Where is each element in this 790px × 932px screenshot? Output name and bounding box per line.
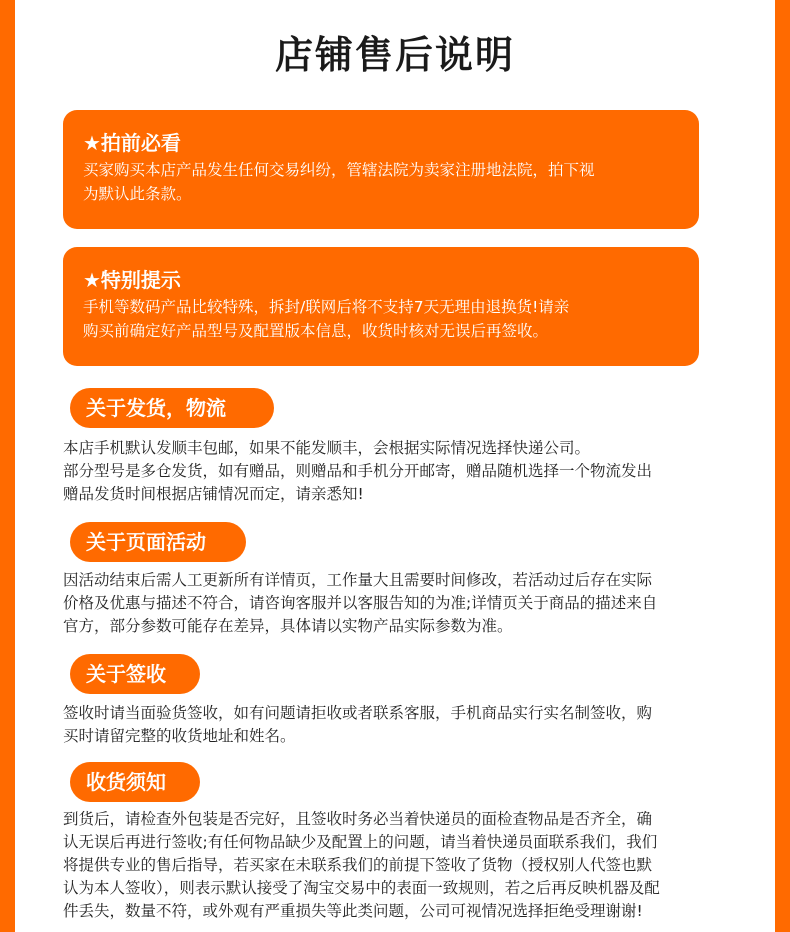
- notice-text: [83, 158, 679, 206]
- notice-before-purchase: [63, 110, 699, 229]
- section-body-signing: [63, 702, 713, 748]
- page-title: 店铺售后说明: [274, 33, 515, 77]
- section-label-receipt-notes: 收货须知: [70, 762, 200, 802]
- notice-line: 买家购买本店产品发生任何交易纠纷，管辖法院为卖家注册地法院，拍下视: [83, 161, 595, 179]
- section-body-page-activity: [63, 569, 713, 638]
- body-line: 本店手机默认发顺丰包邮，如果不能发顺丰，会根据实际情况选择快递公司。: [63, 439, 591, 457]
- notice-line: 为默认此条款。: [83, 185, 192, 203]
- section-body-shipping: [63, 437, 713, 506]
- notice-special-reminder: [63, 247, 699, 366]
- body-line: 签收时请当面验货签收，如有问题请拒收或者联系客服，手机商品实行实名制签收，购: [63, 704, 653, 722]
- body-line: 认为本人签收），则表示默认接受了淘宝交易中的表面一致规则，若之后再反映机器及配: [63, 879, 660, 897]
- body-line: 官方，部分参数可能存在差异，具体请以实物产品实际参数为准。: [63, 617, 513, 635]
- body-line: 到货后，请检查外包装是否完好，且签收时务必当着快递员的面检查物品是否齐全，确: [63, 810, 653, 828]
- body-line: 赠品发货时间根据店铺情况而定，请亲悉知!: [63, 485, 364, 503]
- section-label-signing: 关于签收: [70, 654, 200, 694]
- notice-line: 手机等数码产品比较特殊，拆封/联网后将不支持7天无理由退换货!请亲: [83, 298, 570, 316]
- body-line: 认无误后再进行签收;有任何物品缺少及配置上的问题，请当着快递员面联系我们，我们: [63, 833, 658, 851]
- section-label-page-activity: 关于页面活动: [70, 522, 246, 562]
- section-body-receipt-notes: [63, 808, 713, 923]
- notice-text: [83, 295, 679, 343]
- body-line: 因活动结束后需人工更新所有详情页，工作量大且需要时间修改，若活动过后存在实际: [63, 571, 653, 589]
- body-line: 价格及优惠与描述不符合，请咨询客服并以客服告知的为准;详情页关于商品的描述来自: [63, 594, 658, 612]
- notice-heading: ★特别提示: [83, 268, 181, 292]
- body-line: 件丢失，数量不符，或外观有严重损失等此类问题，公司可视情况选择拒绝受理谢谢!: [63, 902, 643, 920]
- body-line: 买时请留完整的收货地址和姓名。: [63, 727, 296, 745]
- notice-line: 购买前确定好产品型号及配置版本信息，收货时核对无误后再签收。: [83, 322, 549, 340]
- body-line: 将提供专业的售后指导，若买家在未联系我们的前提下签收了货物（授权别人代签也默: [63, 856, 653, 874]
- body-line: 部分型号是多仓发货，如有赠品，则赠品和手机分开邮寄，赠品随机选择一个物流发出: [63, 462, 653, 480]
- notice-heading: ★拍前必看: [83, 131, 181, 155]
- section-label-shipping: 关于发货，物流: [70, 388, 274, 428]
- page-sheet: [15, 0, 775, 932]
